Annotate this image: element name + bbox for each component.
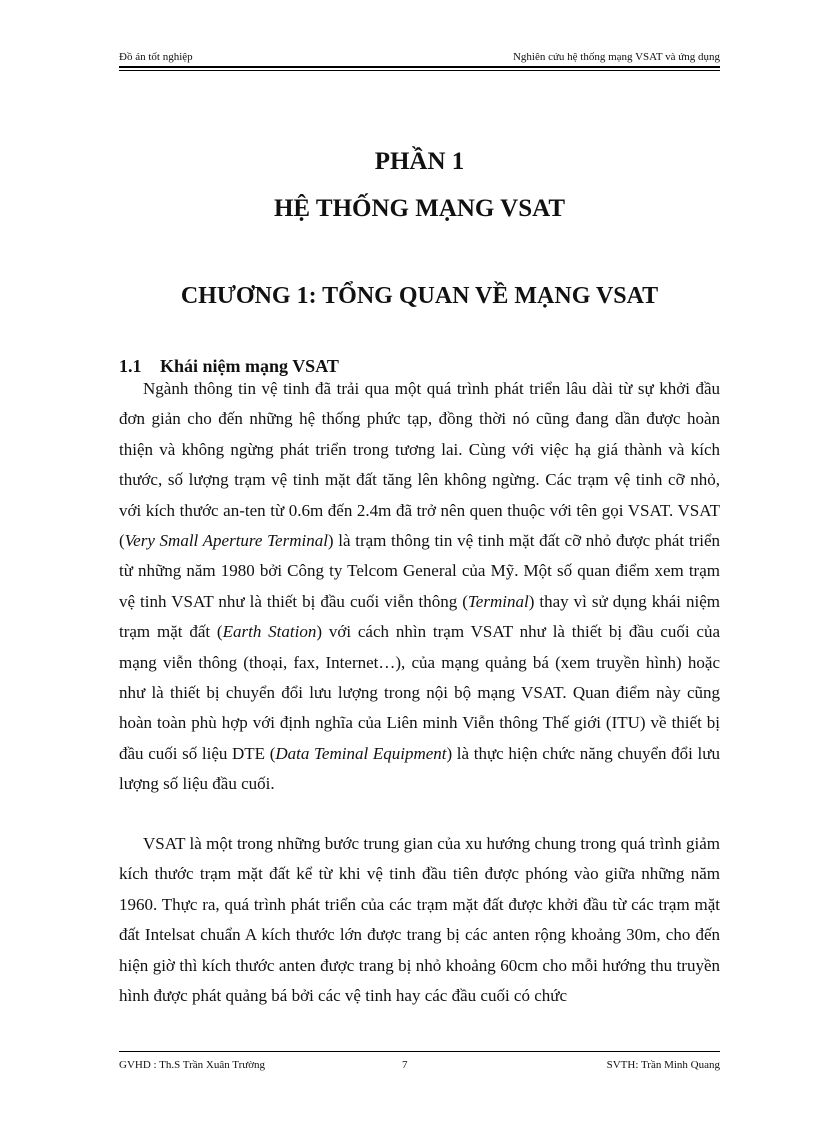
text-run: ) là trạm thông tin vệ tinh mặt đất cỡ nhỏ được phát triển từ những năm 1980 bởi Công ty Telcom General của Mỹ. Một số quan điểm xem trạm vệ tinh VSAT như là thiết bị đầu cuối viễn thông ( [119, 531, 720, 611]
page-number: 7 [402, 1059, 408, 1071]
page-footer [119, 1058, 720, 1072]
header-rule [119, 66, 720, 68]
paragraph-1 [119, 374, 720, 800]
header-right-text: Nghiên cứu hệ thống mạng VSAT và ứng dụng [512, 51, 720, 63]
footer-left-text: GVHD : Th.S Trần Xuân Trường [119, 1059, 266, 1071]
italic-term: Terminal [467, 591, 529, 611]
text-run: Ngành thông tin vệ tinh đã trải qua một quá trình phát triển lâu dài từ sự khởi đầu đơn giản cho đến những hệ thống phức tạp, đồng thời nó cũng đang dần được hoàn thiện và không ngừng phát triển trong tương lai. Cùng với việc hạ giá thành và kích thước, số lượng trạm vệ tinh mặt đất tăng lên không ngừng. Các trạm vệ tinh cỡ nhỏ, với kích thước an-ten từ 0.6m đến 2.4m đã trở nên quen thuộc với tên gọi VSAT. VSAT ( [119, 379, 720, 551]
page-header [119, 50, 720, 64]
italic-term: Data Teminal Equipment [275, 743, 447, 763]
section-title: Khái niệm mạng VSAT [160, 356, 339, 376]
paragraph-2-text: VSAT là một trong những bước trung gian của xu hướng chung trong quá trình giảm kích thước trạm mặt đất kể từ khi vệ tinh đầu tiên được phóng vào giữa những năm 1960. Thực ra, quá trình phát triển của các trạm mặt đất được khởi đầu từ các trạm mặt đất Intelsat chuẩn A kích thước lớn được trang bị các anten rộng khoảng 30m, cho đến hiện giờ thì kích thước anten được trang bị nhỏ khoảng 60cm cho mỗi hướng thu truyền hình được phát quảng bá bởi các vệ tinh hay các đầu cuối có chức [119, 834, 720, 1006]
paragraph-2 [119, 829, 720, 1011]
text-run: ) thay vì sử dụng khái niệm trạm mặt đất ( [119, 591, 720, 642]
part-title: PHẦN 1 [374, 148, 465, 175]
footer-right-text: SVTH: Trần Minh Quang [606, 1059, 720, 1071]
paragraph-1-text [119, 374, 720, 800]
italic-term: Earth Station [222, 622, 317, 642]
text-run: ) là thực hiện chức năng chuyển đổi lưu lượng số liệu đầu cuối. [119, 743, 720, 794]
text-run: ) với cách nhìn trạm VSAT như là thiết bị đầu cuối của mạng viễn thông (thoại, fax, Internet…), của mạng quảng bá (xem truyền hình) hoặc như là thiết bị chuyển đổi lưu lượng trong nội bộ mạng VSAT. Quan điểm này cũng hoàn toàn phù hợp với định nghĩa của Liên minh Viễn thông Thế giới (ITU) về thiết bị đầu cuối số liệu DTE ( [119, 622, 720, 763]
footer-rule [119, 1051, 720, 1052]
part-name-title: HỆ THỐNG MẠNG VSAT [273, 195, 565, 222]
italic-term: Very Small Aperture Terminal [124, 531, 328, 551]
header-rule-thin [119, 70, 720, 71]
header-left-text: Đồ án tốt nghiệp [119, 51, 193, 63]
chapter-title: CHƯƠNG 1: TỔNG QUAN VỀ MẠNG VSAT [180, 283, 659, 309]
section-number: 1.1 [119, 356, 142, 376]
